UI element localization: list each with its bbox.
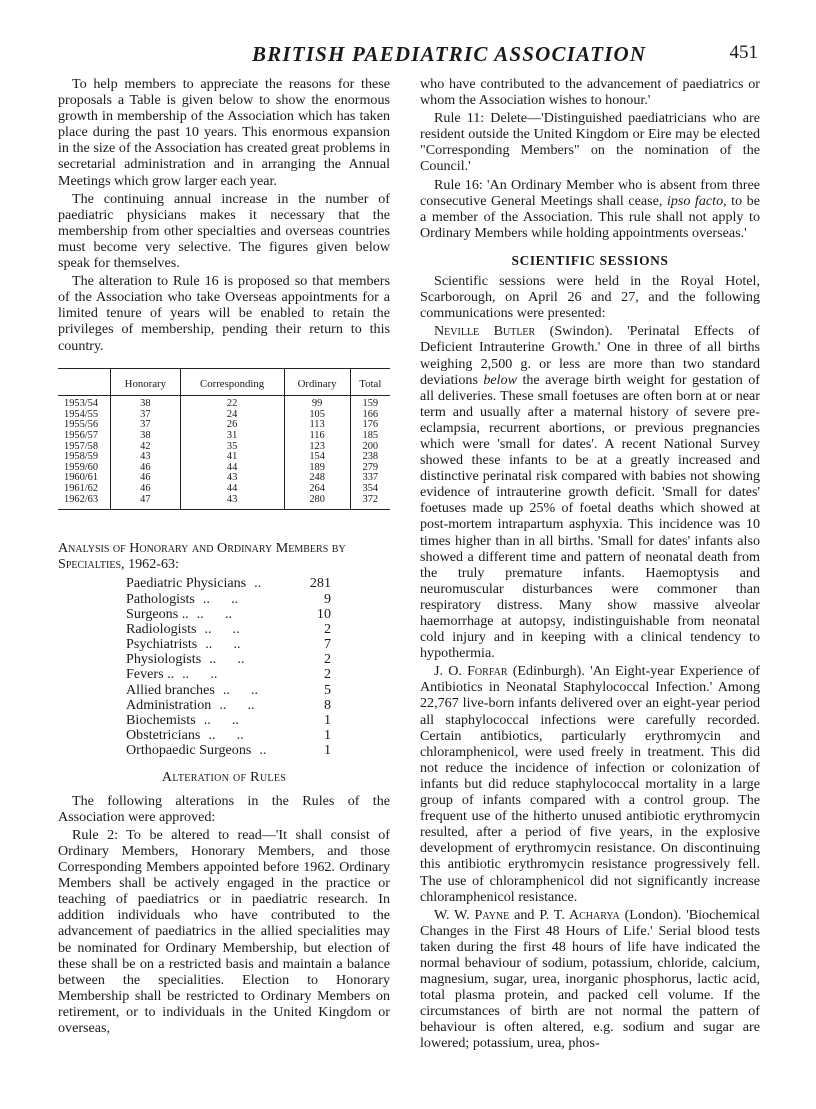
table-row bbox=[58, 463, 390, 474]
abstract-butler: Neville Butler (Swindon). 'Perinatal Effects of Deficient Intrauterine Growth.' One in three of all births weighing 2,500 g. or less are more than two standard deviations below the average birth weight for gestation of all deliveries. These small foetuses are often born at or near term and usually after a maternal history of severe pre-eclampsia, recurrent abortions, or previous pregnancies which were 'small for dates'. A recent National Survey showed these infants to be at a greatly increased and distinctive perinatal risk compared with babies not showing evidence of intrauterine growth deficit. 'Small for dates' foetuses made up 25% of foetal deaths which showed at post-mortem intrapartum asphyxia. This incidence was 10 times higher than in all births. 'Small for dates' infants also showed a different time and pattern of neonatal death from the truly premature infants. Haemoptysis and neuromuscular disturbances were commoner than respiratory distress. Many show massive alveolar haemorrhage at autopsy, indistinguishable from neonatal cold injury and in keeping with a clinical tendency to hypothermia. bbox=[420, 323, 760, 662]
table-cell: 166 bbox=[350, 410, 390, 421]
table-row bbox=[58, 452, 390, 463]
table-cell: 37 bbox=[111, 420, 181, 431]
table-cell: 47 bbox=[111, 495, 181, 510]
specialty-count: 10 bbox=[316, 605, 331, 622]
specialty-count: 8 bbox=[323, 696, 331, 713]
table-cell: 1957/58 bbox=[64, 440, 99, 452]
specialty-name: Paediatric Physicians .. bbox=[126, 575, 262, 592]
author-name: W. W. Payne bbox=[434, 906, 510, 923]
page-number: 451 bbox=[729, 42, 758, 63]
list-item bbox=[126, 576, 331, 591]
journal-section-title: BRITISH PAEDIATRIC ASSOCIATION bbox=[252, 42, 647, 66]
table-cell: 22 bbox=[180, 396, 284, 410]
specialty-name: Psychiatrists .. .. bbox=[126, 636, 241, 653]
specialty-count: 2 bbox=[323, 620, 331, 637]
table-cell: 43 bbox=[180, 495, 284, 510]
table-cell: 1962/63 bbox=[58, 495, 111, 510]
abstract-payne: W. W. Payne and P. T. Acharya (London). 'Biochemical Changes in the First 48 Hours of Life.' Serial blood tests taken during the first 48 hours of life have indicated the normal behaviour of sodium, potassium, chloride, calcium, magnesium, sugar, urea, inorganic phosphorus, lactic acid, total plasma protein, and packed cell volume. If the circumstances of birth are not normal the pattern of behaviour is often altered, e.g. sodium and sugar are lowered; potassium, urea, phos- bbox=[420, 906, 760, 1052]
table-cell: 189 bbox=[284, 463, 350, 474]
specialty-count: 9 bbox=[323, 590, 331, 607]
table-cell: 1958/59 bbox=[64, 451, 99, 463]
table-cell: 113 bbox=[284, 420, 350, 431]
scientific-sessions-heading: SCIENTIFIC SESSIONS bbox=[511, 252, 669, 268]
table-cell: 116 bbox=[284, 431, 350, 442]
author-name: P. T. Acharya bbox=[539, 906, 620, 923]
specialty-count: 2 bbox=[323, 651, 331, 668]
list-item bbox=[126, 728, 331, 743]
list-item bbox=[126, 607, 331, 622]
table-cell: 46 bbox=[111, 473, 181, 484]
table-cell: 185 bbox=[350, 431, 390, 442]
specialty-name: Surgeons .. .. .. bbox=[126, 605, 233, 622]
specialty-count: 1 bbox=[323, 742, 331, 759]
table-cell: 176 bbox=[350, 420, 390, 431]
table-cell: 38 bbox=[111, 396, 181, 410]
specialty-count: 1 bbox=[323, 712, 331, 728]
list-item bbox=[126, 713, 331, 728]
left-column bbox=[58, 76, 390, 1036]
table-cell: 264 bbox=[284, 484, 350, 495]
table-cell: 26 bbox=[180, 420, 284, 431]
table-cell: 1953/54 bbox=[64, 398, 99, 410]
list-item bbox=[126, 592, 331, 607]
table-cell: 280 bbox=[284, 495, 350, 510]
table-cell: 24 bbox=[180, 410, 284, 421]
specialties-list bbox=[126, 576, 331, 758]
paragraph-rule16-proposal: The alteration to Rule 16 is proposed so that members of the Association who take Overseas appointments for a limited tenure of years will be enabled to retain the privileges of membership, pending their return to this country. bbox=[58, 273, 390, 354]
list-item bbox=[126, 622, 331, 637]
table-cell: 31 bbox=[180, 431, 284, 442]
page-header bbox=[58, 42, 758, 72]
table-cell: 105 bbox=[284, 410, 350, 421]
rule-16-text: Rule 16: 'An Ordinary Member who is absent from three consecutive General Meetings shall cease, ipso facto, to be a member of the Association. This rule shall not apply to Ordinary Members while holding appointments overseas.' bbox=[420, 176, 760, 241]
right-column bbox=[420, 76, 760, 1052]
specialty-count: 7 bbox=[323, 636, 331, 653]
author-name: J. O. Forfar bbox=[434, 663, 508, 680]
table-cell: 43 bbox=[180, 473, 284, 484]
table-cell: 372 bbox=[350, 495, 390, 510]
table-row bbox=[58, 396, 390, 410]
specialty-name: Obstetricians .. .. bbox=[126, 727, 244, 744]
table-cell: 38 bbox=[111, 431, 181, 442]
table-cell: 35 bbox=[180, 442, 284, 453]
table-cell: 279 bbox=[350, 463, 390, 474]
table-cell: 1954/55 bbox=[64, 408, 99, 420]
table-cell: 44 bbox=[180, 484, 284, 495]
rule-2-continuation: who have contributed to the advancement of paediatrics or whom the Association wishes to honour.' bbox=[420, 76, 760, 109]
table-row bbox=[58, 410, 390, 421]
paragraph-intro: To help members to appreciate the reasons for these proposals a Table is given below to show the enormous growth in membership of the Association which has taken place during the past 10 years. This enormous expansion in the size of the Association has created great problems in secretarial administration and in arranging the Annual Meetings which grow larger each year. bbox=[58, 76, 390, 189]
specialty-name: Administration .. .. bbox=[126, 696, 255, 713]
table-cell: 238 bbox=[350, 452, 390, 463]
membership-table-body bbox=[58, 396, 390, 510]
table-cell: 1959/60 bbox=[64, 461, 99, 473]
abstract-forfar: J. O. Forfar (Edinburgh). 'An Eight-year Experience of Antibiotics in Neonatal Staphylococcal Infection.' Among 22,767 live-born infants delivered over an eight-year period all staphylococcal infections were carefully recorded. Certain antibiotics, particularly erythromycin and chloramphenicol, were used freely in treatment. This did not reduce the incidence of infection or colonization of infants but did reduce staphylococcal mortality in a large group of infants compared with a control group. The frequent use of the hitherto unused antibiotic erythromycin resulted, after a period of five years, in the explosive development of erythromycin resistance. On discontinuing this antibiotic erythromycin resistance progressively fell. The use of chloramphenicol did not significantly increase chloramphenicol resistance. bbox=[420, 663, 760, 905]
author-name: Neville Butler bbox=[434, 323, 536, 340]
specialty-name: Radiologists .. .. bbox=[126, 620, 240, 637]
table-cell: 248 bbox=[284, 473, 350, 484]
membership-table bbox=[58, 368, 390, 511]
list-item bbox=[126, 698, 331, 713]
specialty-name: Fevers .. .. .. bbox=[126, 666, 218, 683]
list-item bbox=[126, 667, 331, 682]
table-cell: 354 bbox=[350, 484, 390, 495]
table-row bbox=[58, 420, 390, 431]
list-item bbox=[126, 637, 331, 652]
table-header-ordinary: Ordinary bbox=[284, 368, 350, 396]
paragraph-increase: The continuing annual increase in the number of paediatric physicians makes it necessary that the membership from other specialties and overseas countries must become very selective. The figures given below speak for themselves. bbox=[58, 190, 390, 272]
table-cell: 99 bbox=[284, 396, 350, 410]
table-header-row bbox=[58, 368, 390, 396]
table-cell: 337 bbox=[350, 473, 390, 484]
table-row bbox=[58, 495, 390, 510]
specialty-name: Orthopaedic Surgeons .. bbox=[126, 742, 267, 759]
table-cell: 154 bbox=[284, 452, 350, 463]
table-cell: 46 bbox=[111, 463, 181, 474]
table-cell: 200 bbox=[350, 442, 390, 453]
table-cell: 1961/62 bbox=[64, 482, 99, 494]
table-cell: 44 bbox=[180, 463, 284, 474]
specialty-name: Allied branches .. .. bbox=[126, 681, 259, 698]
specialty-name: Pathologists .. .. bbox=[126, 590, 239, 607]
table-cell: 46 bbox=[111, 484, 181, 495]
table-row bbox=[58, 484, 390, 495]
table-row bbox=[58, 431, 390, 442]
table-cell: 41 bbox=[180, 452, 284, 463]
sessions-intro: Scientific sessions were held in the Royal Hotel, Scarborough, on April 26 and 27, and the following communications were presented: bbox=[420, 273, 760, 322]
table-header-year bbox=[58, 368, 111, 396]
table-row bbox=[58, 442, 390, 453]
table-cell: 1955/56 bbox=[64, 419, 99, 431]
list-item bbox=[126, 683, 331, 698]
alteration-intro: The following alterations in the Rules of the Association were approved: bbox=[58, 792, 390, 825]
specialty-count: 2 bbox=[323, 666, 331, 683]
specialty-name: Biochemists .. .. bbox=[126, 712, 239, 728]
specialty-count: 281 bbox=[309, 575, 331, 592]
analysis-title: Analysis of Honorary and Ordinary Members by Specialties, 1962-63: bbox=[58, 540, 346, 573]
table-cell: 43 bbox=[111, 452, 181, 463]
list-item bbox=[126, 743, 331, 758]
specialty-count: 1 bbox=[323, 727, 331, 744]
alteration-heading: Alteration of Rules bbox=[161, 768, 287, 785]
table-cell: 37 bbox=[111, 410, 181, 421]
list-item bbox=[126, 652, 331, 667]
table-row bbox=[58, 473, 390, 484]
table-header-corresponding: Corresponding bbox=[180, 368, 284, 396]
table-cell: 42 bbox=[111, 442, 181, 453]
specialty-count: 5 bbox=[323, 681, 331, 698]
table-header-total: Total bbox=[350, 368, 390, 396]
table-header-honorary: Honorary bbox=[111, 368, 181, 396]
table-cell: 1956/57 bbox=[64, 429, 99, 441]
rule-2-text: Rule 2: To be altered to read—'It shall consist of Ordinary Members, Honorary Members, and those Corresponding Members appointed before 1962. Ordinary Members shall be actively engaged in the practice or teaching of paediatrics or in paediatric research. In addition individuals who have contributed to the advancement of paediatrics in the allied specialities may be nominated for Ordinary Membership, but election of these shall be on a restricted basis and maintain a balance between the specialities. Election to Honorary Membership shall be restricted to Ordinary Members on retirement, or to individuals in the United Kingdom or overseas, bbox=[58, 826, 390, 1036]
table-cell: 123 bbox=[284, 442, 350, 453]
table-cell: 1960/61 bbox=[64, 472, 99, 484]
specialty-name: Physiologists .. .. bbox=[126, 651, 245, 668]
rule-11-text: Rule 11: Delete—'Distinguished paediatricians who are resident outside the United Kingdom or Eire may be elected "Corresponding Members" on the nomination of the Council.' bbox=[420, 110, 760, 175]
table-cell: 159 bbox=[350, 396, 390, 410]
